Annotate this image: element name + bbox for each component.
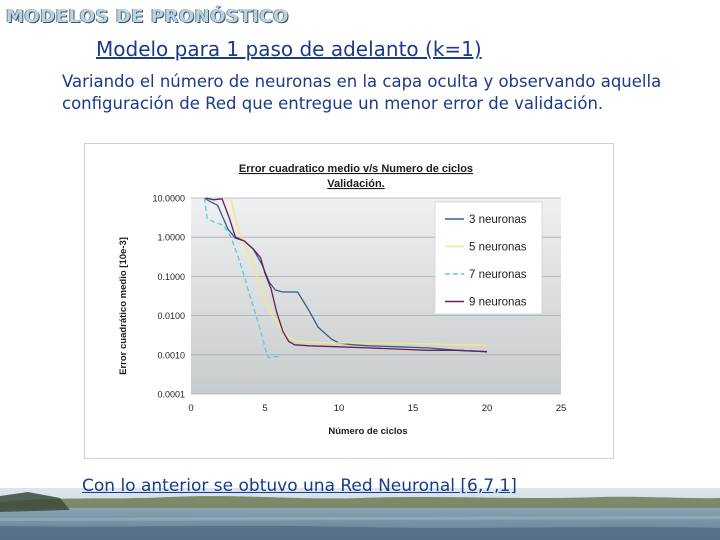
chart-frame [84, 143, 614, 459]
chart-subtitle: Validación. [327, 178, 385, 190]
y-tick-label: 0.0010 [157, 350, 185, 361]
y-tick-label: 0.0001 [157, 389, 185, 400]
x-tick-label: 0 [188, 403, 194, 414]
chart-title: Error cuadratico medio v/s Numero de ciclos [238, 163, 474, 175]
header-title: MODELOS DE PRONÓSTICO [6, 6, 289, 27]
description-paragraph: Variando el número de neuronas en la capa oculta y observando aquella configuración de Red que entregue un menor error de validación. [62, 72, 662, 113]
y-axis-label: Error cuadrático medio [10e-3] [118, 237, 129, 375]
y-tick-label: 0.1000 [157, 271, 185, 282]
x-tick-label: 10 [333, 403, 345, 414]
slide-subtitle: Modelo para 1 paso de adelanto (k=1) [96, 37, 482, 61]
x-tick-label: 5 [262, 403, 268, 414]
x-tick-label: 25 [555, 403, 567, 414]
y-tick-label: 0.0100 [157, 311, 185, 322]
footer-conclusion-text: Con lo anterior se obtuvo una Red Neuronal [6,7,1] [82, 476, 517, 496]
x-tick-label: 20 [481, 403, 493, 414]
legend-label: 7 neuronas [469, 269, 527, 281]
y-tick-label: 1.0000 [157, 232, 185, 243]
legend-label: 5 neuronas [469, 241, 527, 254]
x-axis-label: Número de ciclos [328, 426, 408, 437]
y-tick-label: 10.0000 [152, 193, 185, 204]
x-tick-label: 15 [407, 403, 419, 414]
legend [435, 202, 542, 314]
legend-label: 9 neuronas [469, 296, 527, 309]
legend-label: 3 neuronas [469, 214, 527, 226]
line-chart [85, 144, 613, 458]
